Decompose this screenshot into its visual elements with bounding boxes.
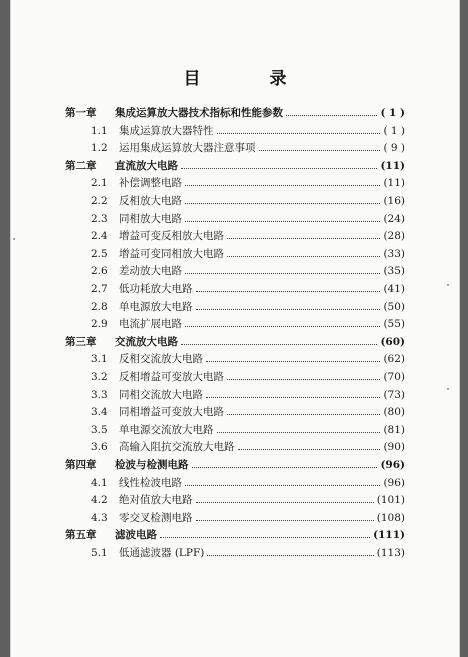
toc-chapter-row[interactable] [11,456,459,474]
dot-leader [196,291,380,292]
toc-page-number: (70) [383,371,405,383]
toc-entry-title: 零交叉检测电路 [119,511,193,524]
toc-section-row[interactable] [11,509,459,527]
toc-entry-number: 2.1 [91,177,108,190]
toc-section-row[interactable] [11,368,459,386]
toc-section-row[interactable] [11,403,459,421]
dot-leader [227,256,380,257]
dot-leader [185,326,380,327]
toc-entry-title: 高输入阻抗交流放大电路 [119,441,235,454]
toc-entry-title: 绝对值放大电路 [119,494,193,507]
toc-section-row[interactable] [11,474,459,492]
toc-entry-title: 同相增益可变放大电路 [119,406,224,419]
toc-page-number: ( 9 ) [383,142,405,155]
dot-leader [227,238,380,239]
toc-page-number: (11) [380,159,405,172]
toc-page-number: (50) [383,300,405,313]
toc-entry-number: 1.2 [91,142,108,155]
toc-entry-title: 集成运算放大器技术指标和性能参数 [115,107,283,119]
dot-leader [181,344,377,345]
toc-page-number: (101) [376,494,405,507]
toc-entry-number: 3.6 [91,441,108,454]
toc-entry-title: 差动放大电路 [119,265,182,278]
toc-entry-number: 2.9 [91,318,108,331]
dot-leader [192,467,377,468]
toc-entry-title: 同相交流放大电路 [119,388,203,401]
toc-section-row[interactable] [11,122,459,140]
toc-section-row[interactable] [11,139,459,157]
toc-entry-number: 2.7 [91,283,108,295]
toc-entry-title: 增益可变同相放大电路 [119,247,224,260]
dot-leader [185,273,380,274]
toc-entry-number: 2.4 [91,230,108,243]
toc-entry-number: 第二章 [65,159,97,172]
toc-entry-number: 第一章 [65,107,97,119]
dot-leader [196,309,380,310]
toc-page-number: (62) [383,353,405,366]
toc-entry-title: 增益可变反相放大电路 [119,230,224,243]
toc-entry-title: 补偿调整电路 [119,177,182,190]
toc-entry-title: 运用集成运算放大器注意事项 [119,142,256,155]
toc-page-number: (81) [383,423,405,436]
toc-section-row[interactable] [11,421,459,439]
toc-entry-title: 滤波电路 [115,529,157,542]
toc-entry-title: 同相放大电路 [119,212,182,225]
dot-leader [217,432,380,433]
toc-entry-number: 2.2 [91,195,108,207]
toc-entry-number: 2.5 [91,247,108,260]
toc-section-row[interactable] [11,174,459,192]
toc-page-number: (33) [383,247,405,260]
dot-leader [207,555,374,556]
toc-chapter-row[interactable] [11,526,459,544]
toc-page-number: (111) [373,529,405,542]
toc-page-number: (90) [383,441,405,454]
toc-entry-number: 第三章 [65,335,97,348]
toc-page-number: (73) [383,388,405,401]
toc-page-number: (11) [383,177,405,190]
toc-entry-number: 4.1 [91,476,108,489]
scan-speck [447,284,449,286]
toc-page-number: (16) [383,195,405,207]
toc-chapter-row[interactable] [11,333,459,351]
toc-page-number: (24) [383,212,405,225]
toc-entry-title: 反相交流放大电路 [119,353,203,366]
dot-leader [181,168,377,169]
toc-section-row[interactable] [11,386,459,404]
dot-leader [160,537,370,538]
document-page [10,0,460,657]
toc-entry-number: 3.4 [91,406,108,419]
toc-entry-number: 第四章 [65,459,97,471]
scan-speck [447,388,449,390]
toc-entry-number: 4.3 [91,511,108,524]
toc-entry-number: 2.6 [91,265,108,278]
toc-entry-number: 3.2 [91,371,108,383]
dot-leader [185,185,380,186]
toc-entry-title: 检波与检测电路 [115,459,189,471]
toc-entry-number: 第五章 [65,529,97,542]
dot-leader [259,150,380,151]
toc-chapter-row[interactable] [11,104,459,122]
page-title: 目 录 [183,69,313,89]
toc-entry-number: 3.5 [91,423,108,436]
toc-section-row[interactable] [11,245,459,263]
toc-page-number: ( 1 ) [383,124,405,137]
dot-leader [217,133,380,134]
toc-entry-number: 5.1 [91,547,108,559]
toc-entry-title: 低通滤波器 (LPF) [119,547,205,559]
toc-section-row[interactable] [11,491,459,509]
toc-section-row[interactable] [11,350,459,368]
toc-page-number: (60) [380,335,405,348]
toc-section-row[interactable] [11,280,459,298]
toc-page-number: (96) [383,476,405,489]
toc-page-number: (96) [380,459,405,471]
toc-section-row[interactable] [11,544,459,562]
toc-entry-number: 4.2 [91,494,108,507]
toc-page-number: (113) [376,547,405,559]
toc-entry-number: 3.3 [91,388,108,401]
toc-chapter-row[interactable] [11,157,459,175]
dot-leader [196,502,374,503]
toc-entry-title: 低功耗放大电路 [119,283,193,295]
toc-page-number: (80) [383,406,405,419]
toc-entry-title: 单电源放大电路 [119,300,193,313]
toc-entry-title: 单电源交流放大电路 [119,423,214,436]
toc-page-number: (41) [383,283,405,295]
toc-entry-title: 集成运算放大器特性 [119,124,214,137]
toc-page-number: ( 1 ) [380,107,405,119]
dot-leader [227,379,380,380]
toc-entry-title: 反相放大电路 [119,195,182,207]
toc-entry-title: 线性检波电路 [119,476,182,489]
dot-leader [227,414,380,415]
toc-entry-title: 反相增益可变放大电路 [119,371,224,383]
toc-section-row[interactable] [11,315,459,333]
dot-leader [238,449,380,450]
toc-section-row[interactable] [11,210,459,228]
toc-page-number: (35) [383,265,405,278]
toc-page-number: (108) [376,511,405,524]
toc-page-number: (28) [383,230,405,243]
scan-speck [13,238,15,240]
toc-section-row[interactable] [11,298,459,316]
toc-entry-title: 直流放大电路 [115,159,178,172]
toc-section-row[interactable] [11,192,459,210]
dot-leader [196,520,374,521]
toc-section-row[interactable] [11,438,459,456]
dot-leader [185,221,380,222]
dot-leader [185,485,380,486]
toc-entry-number: 3.1 [91,353,108,366]
toc-entry-number: 2.3 [91,212,108,225]
toc-entry-number: 2.8 [91,300,108,313]
toc-entry-number: 1.1 [91,124,108,137]
toc-entry-title: 电流扩展电路 [119,318,182,331]
toc-section-row[interactable] [11,262,459,280]
toc-entry-title: 交流放大电路 [115,335,178,348]
dot-leader [206,361,380,362]
toc-page-number: (55) [383,318,405,331]
toc-section-row[interactable] [11,227,459,245]
dot-leader [206,397,380,398]
dot-leader [185,203,380,204]
dot-leader [286,115,377,116]
